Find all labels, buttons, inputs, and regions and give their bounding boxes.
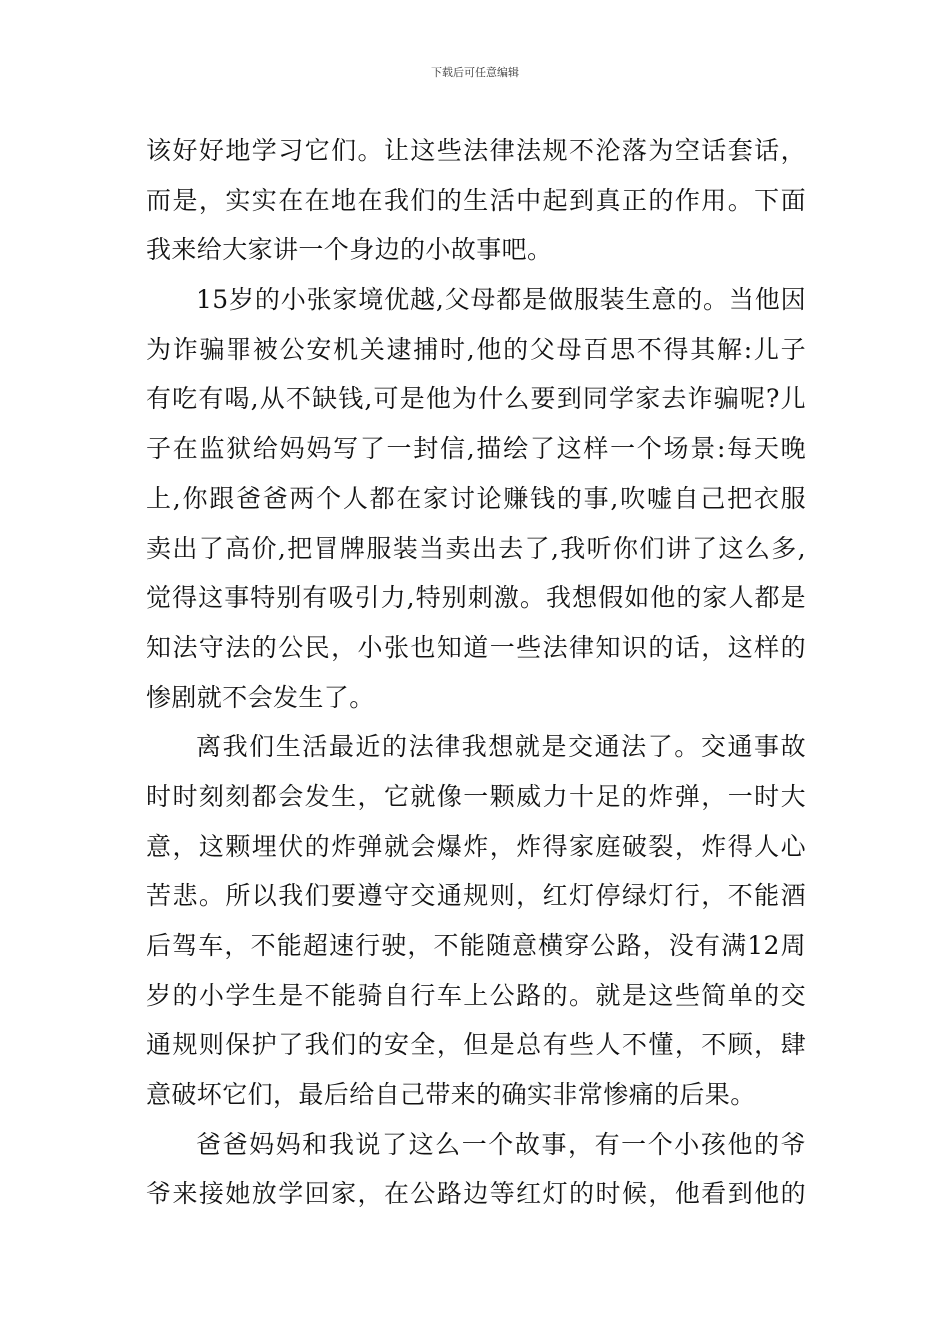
paragraph-2-line: 有吃有喝,从不缺钱,可是他为什么要到同学家去诈骗呢?儿 xyxy=(146,384,806,414)
paragraph-2-line: 上,你跟爸爸两个人都在家讨论赚钱的事,吹嘘自己把衣服 xyxy=(146,483,806,513)
paragraph-2-line: 卖出了高价,把冒牌服装当卖出去了,我听你们讲了这么多, xyxy=(146,533,806,563)
paragraph-1-line: 该好好地学习它们。让这些法律法规不沦落为空话套话， xyxy=(146,136,806,165)
paragraph-2-line: 子在监狱给妈妈写了一封信,描绘了这样一个场景:每天晚 xyxy=(146,434,806,464)
paragraph-2-line: 觉得这事特别有吸引力,特别刺激。我想假如他的家人都是 xyxy=(146,583,806,613)
paragraph-2-line: 惨剧就不会发生了。 xyxy=(146,682,375,712)
paragraph-3-line: 苦悲。所以我们要遵守交通规则，红灯停绿灯行，不能酒 xyxy=(146,881,806,911)
paragraph-3-line: 离我们生活最近的法律我想就是交通法了。交通事故 xyxy=(196,732,806,762)
paragraph-3-line: 意破坏它们，最后给自己带来的确实非常惨痛的后果。 xyxy=(146,1080,756,1110)
paragraph-3-line: 通规则保护了我们的安全，但是总有些人不懂，不顾，肆 xyxy=(146,1030,806,1060)
paragraph-4-line: 爸爸妈妈和我说了这么一个故事，有一个小孩他的爷 xyxy=(196,1129,806,1159)
paragraph-3-line: 时时刻刻都会发生，它就像一颗威力十足的炸弹，一时大 xyxy=(146,781,806,811)
paragraph-2-line: 知法守法的公民，小张也知道一些法律知识的话，这样的 xyxy=(146,632,806,662)
paragraph-4-line: 爷来接她放学回家，在公路边等红灯的时候，他看到他的 xyxy=(146,1179,806,1209)
document-body xyxy=(146,126,806,1219)
paragraph-3-line: 后驾车，不能超速行驶，不能随意横穿公路，没有满12周 xyxy=(146,931,806,960)
paragraph-3-line: 岁的小学生是不能骑自行车上公路的。就是这些简单的交 xyxy=(146,980,806,1010)
paragraph-2-line: 为诈骗罪被公安机关逮捕时,他的父母百思不得其解:儿子 xyxy=(146,334,806,364)
page-header: 下载后可任意编辑 xyxy=(431,66,519,79)
paragraph-1-line: 我来给大家讲一个身边的小故事吧。 xyxy=(146,235,553,265)
paragraph-2-line: 15岁的小张家境优越,父母都是做服装生意的。当他因 xyxy=(196,285,806,315)
paragraph-1-line: 而是，实实在在地在我们的生活中起到真正的作用。下面 xyxy=(146,185,806,215)
paragraph-3-line: 意，这颗埋伏的炸弹就会爆炸，炸得家庭破裂，炸得人心 xyxy=(146,831,806,861)
